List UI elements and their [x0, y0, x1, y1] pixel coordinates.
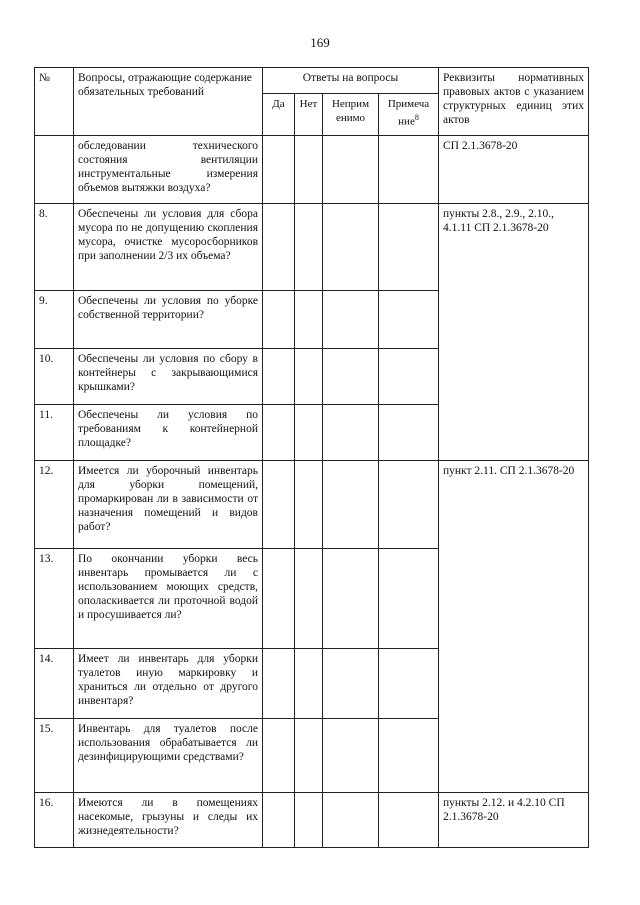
- answer-yes-cell[interactable]: [263, 204, 295, 291]
- answer-na-cell[interactable]: [323, 649, 379, 719]
- answer-no-cell[interactable]: [295, 649, 323, 719]
- answer-na-cell[interactable]: [323, 136, 379, 204]
- header-note: [379, 94, 439, 136]
- row-num: [35, 136, 74, 204]
- answer-note-cell[interactable]: [379, 204, 439, 291]
- header-num: №: [35, 68, 74, 136]
- row-num: 10.: [35, 349, 74, 405]
- table-row: [35, 204, 589, 291]
- answer-note-cell[interactable]: [379, 349, 439, 405]
- table-row: [35, 136, 589, 204]
- header-note-text: Примеча ние: [387, 98, 430, 128]
- answer-na-cell[interactable]: [323, 349, 379, 405]
- answer-no-cell[interactable]: [295, 719, 323, 793]
- row-question: По окончании уборки весь инвентарь промывается ли с использованием моющих средств, ополаскивается ли проточной водой и просушивается ли?: [74, 549, 263, 649]
- row-num: 11.: [35, 405, 74, 461]
- answer-na-cell[interactable]: [323, 405, 379, 461]
- header-questions: Вопросы, отражающие содержание обязательных требований: [74, 68, 263, 136]
- answer-note-cell[interactable]: [379, 719, 439, 793]
- answer-no-cell[interactable]: [295, 204, 323, 291]
- answer-note-cell[interactable]: [379, 649, 439, 719]
- row-requisites: пункты 2.8., 2.9., 2.10., 4.1.11 СП 2.1.3678-20: [439, 204, 589, 461]
- row-question: Имеет ли инвентарь для уборки туалетов иную маркировку и храниться ли отдельно от другого инвентаря?: [74, 649, 263, 719]
- row-question: Имеются ли в помещениях насекомые, грызуны и следы их жизнедеятельности?: [74, 793, 263, 848]
- answer-no-cell[interactable]: [295, 461, 323, 549]
- table-row: [35, 461, 589, 549]
- answer-yes-cell[interactable]: [263, 405, 295, 461]
- answer-no-cell[interactable]: [295, 291, 323, 349]
- header-note-footnote: 8: [414, 113, 419, 122]
- checklist-table: [34, 67, 589, 848]
- table-row: [35, 793, 589, 848]
- answer-note-cell[interactable]: [379, 291, 439, 349]
- page-number: 169: [310, 35, 330, 50]
- answer-note-cell[interactable]: [379, 405, 439, 461]
- header-yes: Да: [263, 94, 295, 136]
- row-num: 13.: [35, 549, 74, 649]
- answer-yes-cell[interactable]: [263, 136, 295, 204]
- answer-no-cell[interactable]: [295, 793, 323, 848]
- header-not-applicable: Неприм енимо: [323, 94, 379, 136]
- header-answers: Ответы на вопросы: [263, 68, 439, 94]
- row-requisites: пункты 2.12. и 4.2.10 СП 2.1.3678-20: [439, 793, 589, 848]
- row-num: 8.: [35, 204, 74, 291]
- answer-note-cell[interactable]: [379, 549, 439, 649]
- header-no: Нет: [295, 94, 323, 136]
- answer-no-cell[interactable]: [295, 136, 323, 204]
- answer-yes-cell[interactable]: [263, 461, 295, 549]
- row-question: обследовании технического состояния вентиляции инструментальные измерения объемов вытяжки воздуха?: [74, 136, 263, 204]
- answer-yes-cell[interactable]: [263, 291, 295, 349]
- answer-na-cell[interactable]: [323, 793, 379, 848]
- row-question: Обеспечены ли условия для сбора мусора по не допущению скопления мусора, очистке мусоросборников при заполнении 2/3 их объема?: [74, 204, 263, 291]
- row-num: 12.: [35, 461, 74, 549]
- answer-na-cell[interactable]: [323, 719, 379, 793]
- row-question: Обеспечены ли условия по сбору в контейнеры с закрывающимися крышками?: [74, 349, 263, 405]
- answer-no-cell[interactable]: [295, 405, 323, 461]
- answer-yes-cell[interactable]: [263, 349, 295, 405]
- row-requisites: СП 2.1.3678-20: [439, 136, 589, 204]
- answer-yes-cell[interactable]: [263, 649, 295, 719]
- answer-yes-cell[interactable]: [263, 793, 295, 848]
- row-num: 14.: [35, 649, 74, 719]
- row-num: 16.: [35, 793, 74, 848]
- answer-na-cell[interactable]: [323, 461, 379, 549]
- row-question: Обеспечены ли условия по требованиям к контейнерной площадке?: [74, 405, 263, 461]
- answer-na-cell[interactable]: [323, 291, 379, 349]
- answer-note-cell[interactable]: [379, 793, 439, 848]
- row-question: Обеспечены ли условия по уборке собственной территории?: [74, 291, 263, 349]
- row-num: 15.: [35, 719, 74, 793]
- header-requisites: Реквизиты нормативных правовых актов с указанием структурных единиц этих актов: [439, 68, 589, 136]
- answer-no-cell[interactable]: [295, 549, 323, 649]
- answer-yes-cell[interactable]: [263, 719, 295, 793]
- answer-yes-cell[interactable]: [263, 549, 295, 649]
- answer-no-cell[interactable]: [295, 349, 323, 405]
- row-question: Имеется ли уборочный инвентарь для уборки помещений, промаркирован ли в зависимости от назначения помещений и видов работ?: [74, 461, 263, 549]
- answer-note-cell[interactable]: [379, 461, 439, 549]
- row-requisites: пункт 2.11. СП 2.1.3678-20: [439, 461, 589, 793]
- answer-na-cell[interactable]: [323, 549, 379, 649]
- answer-na-cell[interactable]: [323, 204, 379, 291]
- row-num: 9.: [35, 291, 74, 349]
- row-question: Инвентарь для туалетов после использования обрабатывается ли дезинфицирующими средствами?: [74, 719, 263, 793]
- answer-note-cell[interactable]: [379, 136, 439, 204]
